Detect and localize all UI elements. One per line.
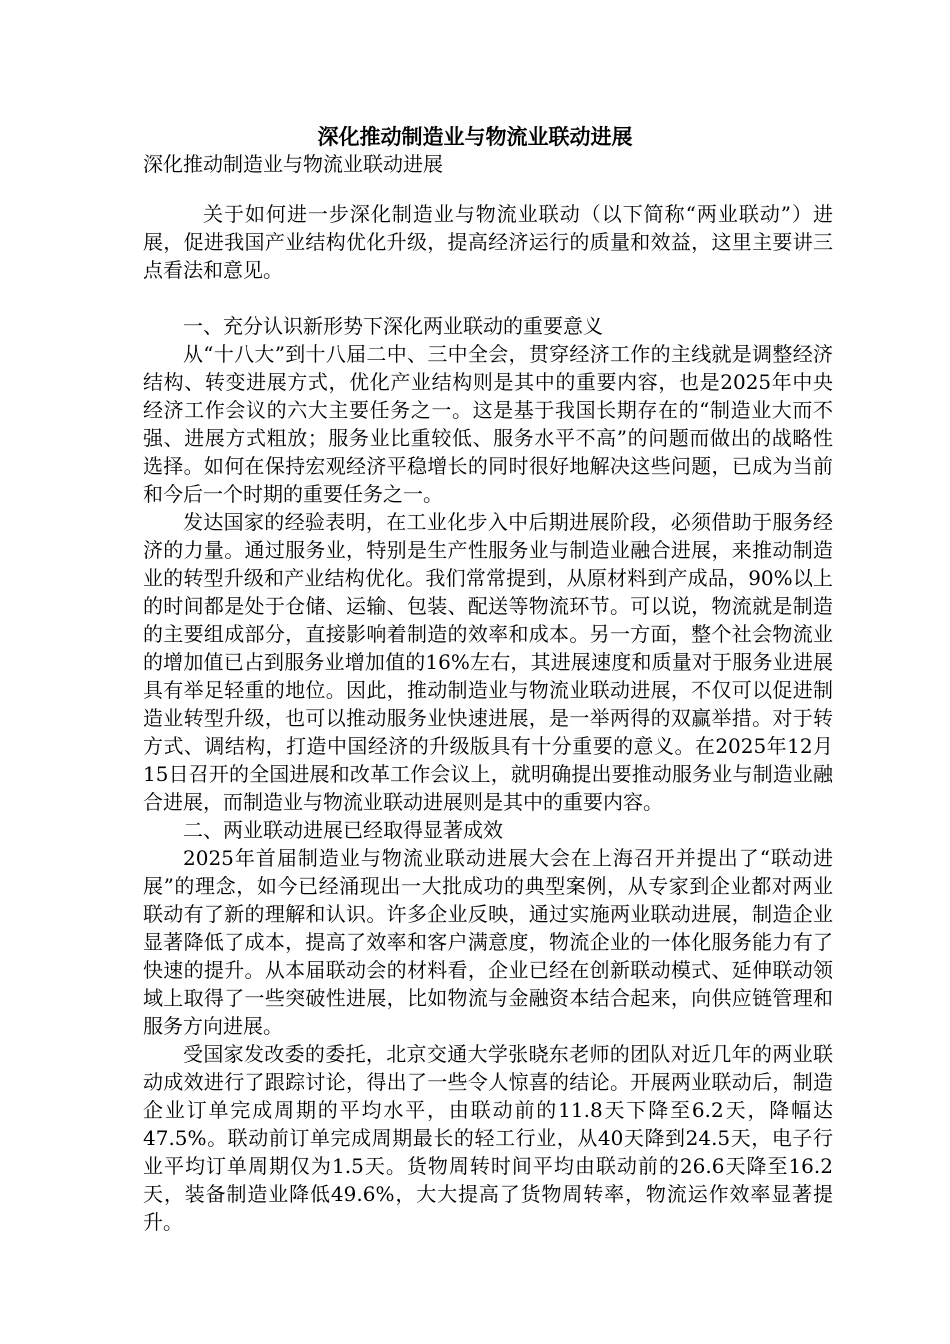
document-title: 深化推动制造业与物流业联动进展 <box>317 124 633 149</box>
section-2-paragraph-1: 2025年首届制造业与物流业联动进展大会在上海召开并提出了“联动进展”的理念，如今已经涌现出一大批成功的典型案例，从专家到企业都对两业联动有了新的理解和认识。许多企业反映，通过实施两业联动进展，制造企业显著降低了成本，提高了效率和客户满意度，物流企业的一体化服务能力有了快速的提升。从本届联动会的材料看，企业已经在创新联动模式、延伸联动领域上取得了一些突破性进展，比如物流与金融资本结合起来，向供应链管理和服务方向进展。 <box>143 846 833 1038</box>
section-2-heading: 二、两业联动进展已经取得显著成效 <box>183 818 503 842</box>
document-body <box>143 200 833 1236</box>
section-1-heading: 一、充分认识新形势下深化两业联动的重要意义 <box>183 314 603 338</box>
section-1-paragraph-1: 从“十八大”到十八届二中、三中全会，贯穿经济工作的主线就是调整经济结构、转变进展方式，优化产业结构则是其中的重要内容，也是2025年中央经济工作会议的六大主要任务之一。这是基于我国长期存在的“制造业大而不强、进展方式粗放；服务业比重较低、服务水平不高”的问题而做出的战略性选择。如何在保持宏观经济平稳增长的同时很好地解决这些问题，已成为当前和今后一个时期的重要任务之一。 <box>143 342 833 506</box>
section-1-paragraph-2: 发达国家的经验表明，在工业化步入中后期进展阶段，必须借助于服务经济的力量。通过服务业，特别是生产性服务业与制造业融合进展，来推动制造业的转型升级和产业结构优化。我们常常提到，从原材料到产成品，90%以上的时间都是处于仓储、运输、包装、配送等物流环节。可以说，物流就是制造的主要组成部分，直接影响着制造的效率和成本。另一方面，整个社会物流业的增加值已占到服务业增加值的16%左右，其进展速度和质量对于服务业进展具有举足轻重的地位。因此，推动制造业与物流业联动进展，不仅可以促进制造业转型升级，也可以推动服务业快速进展，是一举两得的双赢举措。对于转方式、调结构，打造中国经济的升级版具有十分重要的意义。在2025年12月15日召开的全国进展和改革工作会议上，就明确提出要推动服务业与制造业融合进展，而制造业与物流业联动进展则是其中的重要内容。 <box>143 510 833 814</box>
intro-paragraph: 关于如何进一步深化制造业与物流业联动（以下简称“两业联动”）进展，促进我国产业结构优化升级，提高经济运行的质量和效益，这里主要讲三点看法和意见。 <box>143 202 833 282</box>
document-subtitle: 深化推动制造业与物流业联动进展 <box>143 152 443 176</box>
section-2-paragraph-2: 受国家发改委的委托，北京交通大学张晓东老师的团队对近几年的两业联动成效进行了跟踪讨论，得出了一些令人惊喜的结论。开展两业联动后，制造企业订单完成周期的平均水平，由联动前的11.8天下降至6.2天，降幅达47.5%。联动前订单完成周期最长的轻工行业，从40天降到24.5天，电子行业平均订单周期仅为1.5天。货物周转时间平均由联动前的26.6天降至16.2天，装备制造业降低49.6%，大大提高了货物周转率，物流运作效率显著提升。 <box>143 1042 833 1234</box>
